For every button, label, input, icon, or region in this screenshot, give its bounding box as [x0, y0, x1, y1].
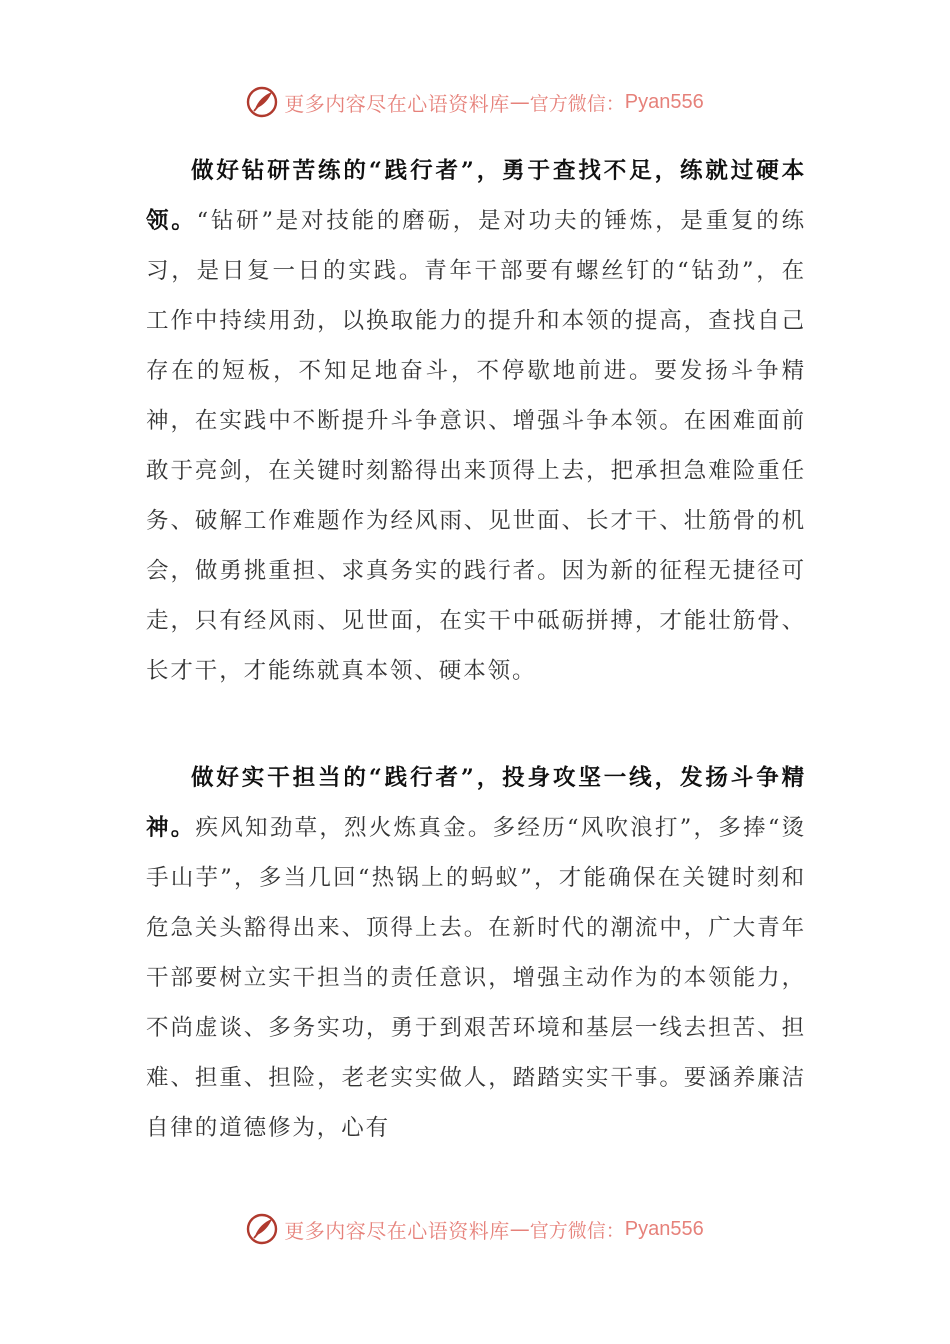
paragraph-2-body: 疾风知劲草，烈火炼真金。多经历“风吹浪打”，多捧“烫手山芋”，多当几回“热锅上的蚂蚁”，才能确保在关键时刻和危急关头豁得出来、顶得上去。在新时代的潮流中，广大青年干部要树立实干担当的责任意识，增强主动作为的本领能力，不尚虚谈、多务实功，勇于到艰苦环境和基层一线去担苦、担难、担重、担险，老老实实做人，踏踏实实干事。要涵养廉洁自律的道德修为，心有 — [146, 815, 806, 1141]
footer-banner — [0, 1209, 950, 1249]
banner-wechat-id: Pyan556 — [624, 1217, 704, 1240]
banner-label: 官方微信： — [529, 92, 625, 115]
paragraph-1 — [146, 146, 806, 696]
banner-wechat-id: Pyan556 — [624, 90, 704, 113]
banner-label: 官方微信： — [529, 1219, 625, 1242]
quill-logo-icon — [246, 86, 278, 118]
paragraph-1-lead: 做好钻研苦练的“践行者”，勇于查找不足，练就过硬本领。 — [146, 158, 806, 234]
paragraph-2-lead: 做好实干担当的“践行者”，投身攻坚一线，发扬斗争精神。 — [146, 765, 806, 841]
banner-dash: — — [509, 1217, 530, 1241]
header-banner — [0, 82, 950, 122]
banner-site-text: 更多内容尽在心语资料库 — [284, 1218, 510, 1243]
paragraph-2 — [146, 753, 806, 1153]
banner-site-text: 更多内容尽在心语资料库 — [284, 91, 510, 116]
banner-dash: — — [509, 90, 530, 114]
paragraph-1-body: “钻研”是对技能的磨砺，是对功夫的锤炼，是重复的练习，是日复一日的实践。青年干部要有螺丝钉的“钻劲”，在工作中持续用劲，以换取能力的提升和本领的提高，查找自己存在的短板，不知足地奋斗，不停歇地前进。要发扬斗争精神，在实践中不断提升斗争意识、增强斗争本领。在困难面前敢于亮剑，在关键时刻豁得出来顶得上去，把承担急难险重任务、破解工作难题作为经风雨、见世面、长才干、壮筋骨的机会，做勇挑重担、求真务实的践行者。因为新的征程无捷径可走，只有经风雨、见世面，在实干中砥砺拼搏，才能壮筋骨、长才干，才能练就真本领、硬本领。 — [146, 208, 806, 684]
quill-logo-icon — [246, 1213, 278, 1245]
